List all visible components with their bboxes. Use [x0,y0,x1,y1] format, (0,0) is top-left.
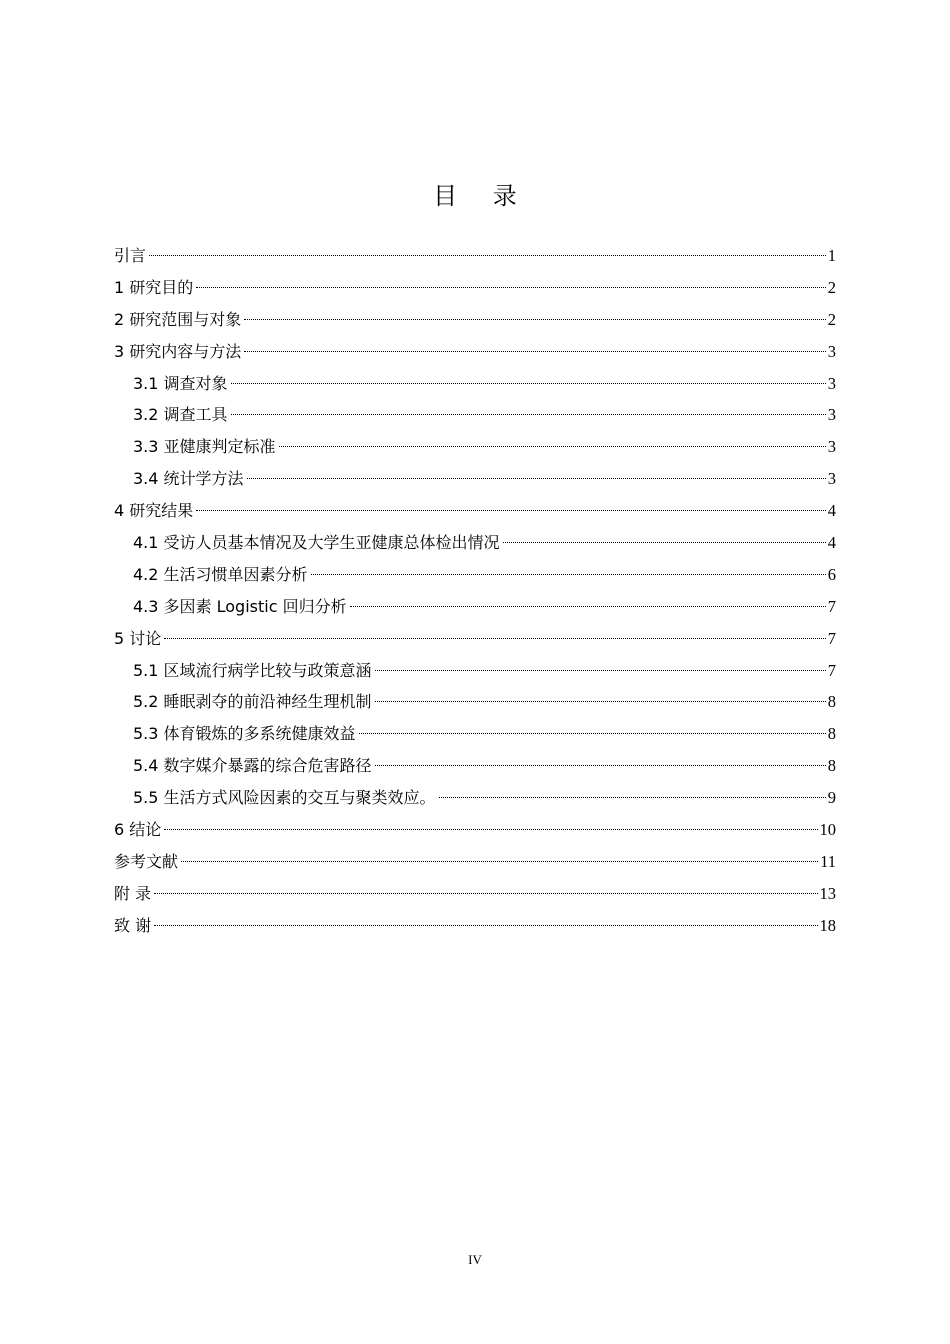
toc-entry-label: 5.5 生活方式风险因素的交互与聚类效应。 [133,788,436,808]
toc-entry-page-number: 11 [820,851,836,871]
toc-entry-page-number: 18 [819,915,836,935]
dot-leader [231,414,826,415]
toc-entry-page-number: 3 [827,405,836,425]
toc-entry-label: 4.2 生活习惯单因素分析 [133,564,308,584]
toc-entry-page-number: 3 [827,373,836,393]
toc-entry[interactable] [114,750,836,782]
toc-entry[interactable] [114,718,836,750]
toc-entry[interactable] [114,368,836,400]
dot-leader [196,510,825,511]
dot-leader [154,893,817,894]
dot-leader [244,351,825,352]
dot-leader [359,733,826,734]
toc-entry-page-number: 2 [827,277,836,297]
dot-leader [375,765,826,766]
toc-entry-label: 5.3 体育锻炼的多系统健康效益 [133,724,356,744]
toc-entry[interactable] [114,527,836,559]
dot-leader [154,925,817,926]
dot-leader [164,829,817,830]
toc-entry-label: 附 录 [114,883,152,903]
toc-title: 目 录 [433,182,531,210]
toc-entry[interactable] [114,686,836,718]
toc-entry-page-number: 3 [827,437,836,457]
toc-entry[interactable] [114,814,836,846]
table-of-contents [114,240,836,942]
dot-leader [375,701,826,702]
toc-entry-page-number: 8 [827,692,836,712]
toc-entry-page-number: 2 [827,309,836,329]
toc-entry[interactable] [114,495,836,527]
toc-entry[interactable] [114,910,836,942]
toc-entry-label: 参考文献 [114,851,179,871]
toc-entry-page-number: 3 [827,469,836,489]
dot-leader [149,255,826,256]
toc-entry-page-number: 3 [827,341,836,361]
toc-entry-label: 5.2 睡眠剥夺的前沿神经生理机制 [133,692,372,712]
toc-entry-label: 1 研究目的 [114,277,194,297]
toc-entry[interactable] [114,591,836,623]
toc-entry[interactable] [114,623,836,655]
toc-entry-page-number: 7 [827,628,836,648]
toc-entry[interactable] [114,463,836,495]
dot-leader [350,606,826,607]
toc-entry-label: 3.3 亚健康判定标准 [133,437,276,457]
dot-leader [311,574,826,575]
toc-entry-page-number: 13 [819,883,836,903]
toc-entry-label: 3.4 统计学方法 [133,469,244,489]
toc-entry[interactable] [114,846,836,878]
toc-entry[interactable] [114,304,836,336]
toc-entry-label: 引言 [114,246,147,265]
toc-entry[interactable] [114,272,836,304]
toc-entry-page-number: 1 [827,246,836,265]
dot-leader [279,446,826,447]
toc-entry-page-number: 7 [827,660,836,680]
toc-entry-page-number: 4 [827,533,836,553]
toc-entry-label: 4.1 受访人员基本情况及大学生亚健康总体检出情况 [133,533,500,553]
toc-entry-page-number: 10 [819,820,836,840]
toc-entry[interactable] [114,782,836,814]
toc-entry-label: 5.4 数字媒介暴露的综合危害路径 [133,756,372,776]
dot-leader [181,861,818,862]
toc-entry-label: 3.1 调查对象 [133,373,228,393]
toc-entry[interactable] [114,878,836,910]
dot-leader [439,797,826,798]
toc-entry-label: 4 研究结果 [114,501,194,521]
dot-leader [244,319,825,320]
toc-entry-page-number: 8 [827,756,836,776]
toc-entry[interactable] [114,431,836,463]
toc-entry-page-number: 9 [827,788,836,808]
dot-leader [503,542,826,543]
toc-entry[interactable] [114,655,836,687]
toc-entry-page-number: 8 [827,724,836,744]
dot-leader [231,383,826,384]
dot-leader [247,478,826,479]
toc-entry-label: 6 结论 [114,820,162,840]
toc-entry-label: 4.3 多因素 Logistic 回归分析 [133,596,347,616]
toc-entry-label: 5.1 区域流行病学比较与政策意涵 [133,660,372,680]
toc-entry-label: 2 研究范围与对象 [114,309,242,329]
toc-entry-page-number: 6 [827,564,836,584]
toc-entry-label: 致 谢 [114,915,152,935]
dot-leader [164,638,825,639]
toc-entry[interactable] [114,559,836,591]
toc-entry[interactable] [114,336,836,368]
toc-entry-page-number: 7 [827,596,836,616]
dot-leader [375,670,826,671]
toc-entry-page-number: 4 [827,501,836,521]
page-number-footer: IV [468,1252,482,1267]
toc-entry-label: 3 研究内容与方法 [114,341,242,361]
toc-entry[interactable] [114,240,836,272]
toc-entry[interactable] [114,399,836,431]
dot-leader [196,287,825,288]
toc-entry-label: 3.2 调查工具 [133,405,228,425]
toc-entry-label: 5 讨论 [114,628,162,648]
